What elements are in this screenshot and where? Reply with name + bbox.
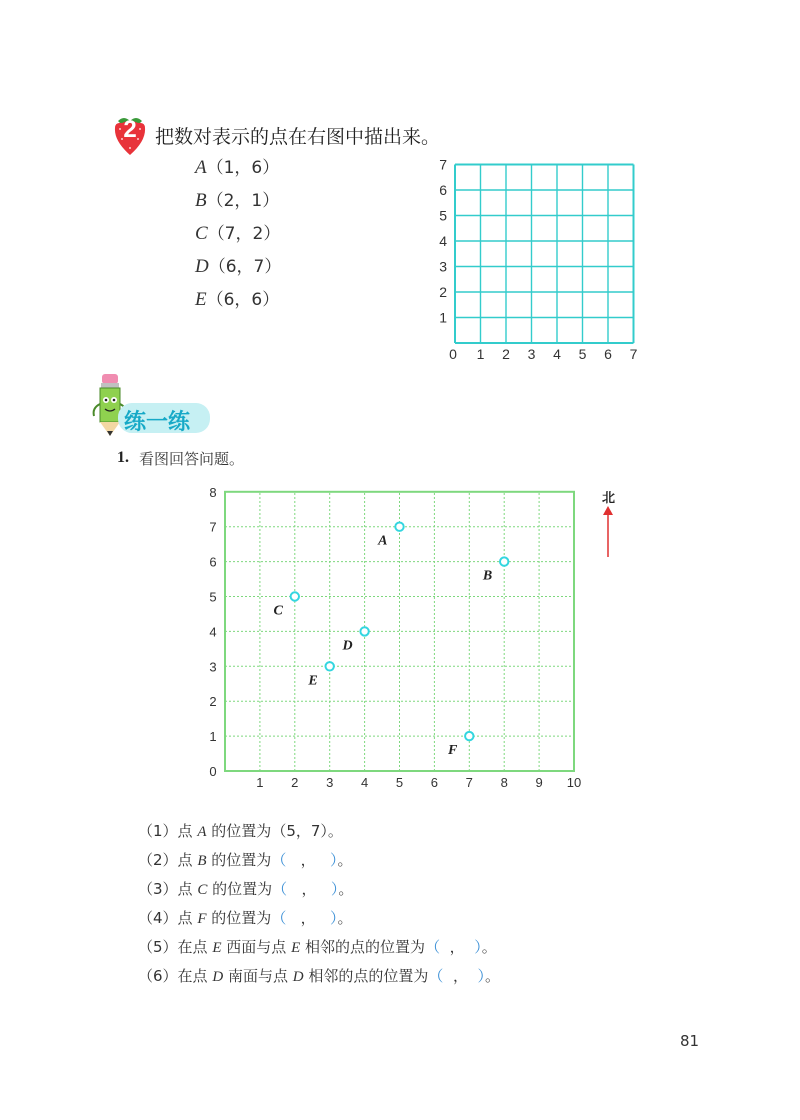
y-tick-label: 2	[439, 284, 447, 300]
answer-6: （6）在点 D 南面与点 D 相邻的点的位置为（ ， ）。	[138, 967, 501, 985]
pair-c	[195, 219, 281, 252]
practice-banner-title: 练一练	[124, 410, 191, 435]
x-tick-label: 1	[256, 775, 264, 790]
y-tick-label: 3	[439, 258, 447, 275]
pair-label: B	[195, 190, 207, 211]
y-tick-label: 4	[439, 233, 447, 249]
point-e	[326, 662, 334, 670]
x-tick-label: 2	[291, 775, 299, 790]
answer-2: （2）点 B 的位置为（ ， ）。	[138, 851, 353, 869]
x-tick-label: 1	[476, 346, 485, 362]
pair-label: D	[195, 256, 209, 277]
point-d	[360, 627, 368, 635]
y-tick-label: 0	[209, 764, 217, 779]
answer-blank-close[interactable]: ）	[330, 880, 339, 898]
coordinate-pair-list	[195, 153, 281, 318]
x-tick-label: 0	[449, 346, 457, 362]
x-tick-label: 8	[500, 775, 508, 790]
y-tick-label: 3	[209, 659, 217, 675]
north-label: 北	[602, 491, 616, 506]
point-label: B	[482, 568, 493, 584]
y-tick-label: 6	[439, 182, 447, 198]
question-instruction: 把数对表示的点在右图中描出来。	[155, 126, 441, 148]
point-label: F	[447, 743, 458, 759]
x-tick-label: 5	[395, 775, 404, 790]
answer-blank-close[interactable]: ）	[329, 851, 338, 869]
x-tick-label: 2	[502, 346, 510, 362]
empty-grid-chart	[430, 150, 660, 370]
x-tick-label: 9	[535, 775, 543, 790]
x-tick-label: 6	[604, 346, 612, 362]
answer-blank-open[interactable]: （	[425, 938, 441, 956]
pair-label: A	[195, 157, 207, 178]
answer-4: （4）点 F 的位置为（ ， ）。	[138, 909, 353, 927]
pair-label: C	[195, 223, 208, 244]
y-tick-label: 5	[209, 589, 217, 605]
point-f	[465, 732, 473, 740]
point-label: E	[308, 673, 318, 689]
pair-coords: （1，6）	[206, 158, 280, 178]
y-tick-label: 1	[209, 729, 217, 745]
points-grid-chart	[190, 478, 590, 798]
x-tick-label: 4	[360, 775, 369, 790]
x-tick-label: 5	[578, 346, 587, 362]
x-tick-label: 4	[553, 346, 561, 362]
point-c	[291, 592, 299, 600]
y-tick-label: 7	[209, 519, 217, 535]
point-label: D	[342, 638, 353, 654]
y-tick-label: 5	[439, 207, 447, 224]
y-tick-label: 7	[439, 156, 447, 173]
pair-coords: （6，6）	[206, 290, 280, 310]
point-a	[395, 523, 403, 531]
answer-blank-open[interactable]: （	[272, 880, 288, 898]
answer-5: （5）在点 E 西面与点 E 相邻的点的位置为（ ， ）。	[138, 938, 497, 956]
answer-blank-open[interactable]: （	[271, 909, 287, 927]
y-tick-label: 6	[209, 554, 217, 570]
point-b	[500, 557, 508, 565]
point-label: C	[273, 603, 283, 619]
y-tick-label: 8	[209, 484, 217, 500]
y-tick-label: 1	[439, 309, 447, 326]
pair-label: E	[195, 289, 207, 310]
question-number: 2	[123, 116, 137, 143]
point-label: A	[378, 533, 388, 549]
answer-3: （3）点 C 的位置为（ ， ）。	[138, 880, 354, 898]
x-tick-label: 3	[326, 775, 334, 790]
pair-e	[195, 285, 281, 318]
answer-blank-close[interactable]: ）	[329, 909, 338, 927]
answer-blank-open[interactable]: （	[428, 967, 444, 985]
practice-question-number: 1.	[117, 449, 129, 466]
pair-a	[195, 153, 281, 186]
y-tick-label: 2	[209, 694, 217, 710]
x-tick-label: 3	[527, 346, 536, 362]
answer-blank-open[interactable]: （	[271, 851, 287, 869]
answer-blank-close[interactable]: ）	[474, 938, 482, 956]
north-arrow-icon	[601, 505, 615, 559]
y-tick-label: 4	[209, 624, 217, 640]
x-tick-label: 10	[566, 775, 582, 790]
pair-coords: （2，1）	[206, 191, 280, 211]
x-tick-label: 7	[465, 775, 473, 790]
answer-1: （1）点 A 的位置为（5，7）。	[138, 822, 343, 840]
pair-coords: （6，7）	[208, 257, 282, 277]
answer-blank-close[interactable]: ）	[477, 967, 486, 985]
practice-question-text: 看图回答问题。	[139, 450, 245, 468]
pair-b	[195, 186, 281, 219]
pair-coords: （7，2）	[207, 224, 281, 244]
pair-d	[195, 252, 281, 285]
page-number: 81	[680, 1032, 700, 1050]
x-tick-label: 6	[430, 775, 439, 790]
x-tick-label: 7	[629, 346, 638, 362]
